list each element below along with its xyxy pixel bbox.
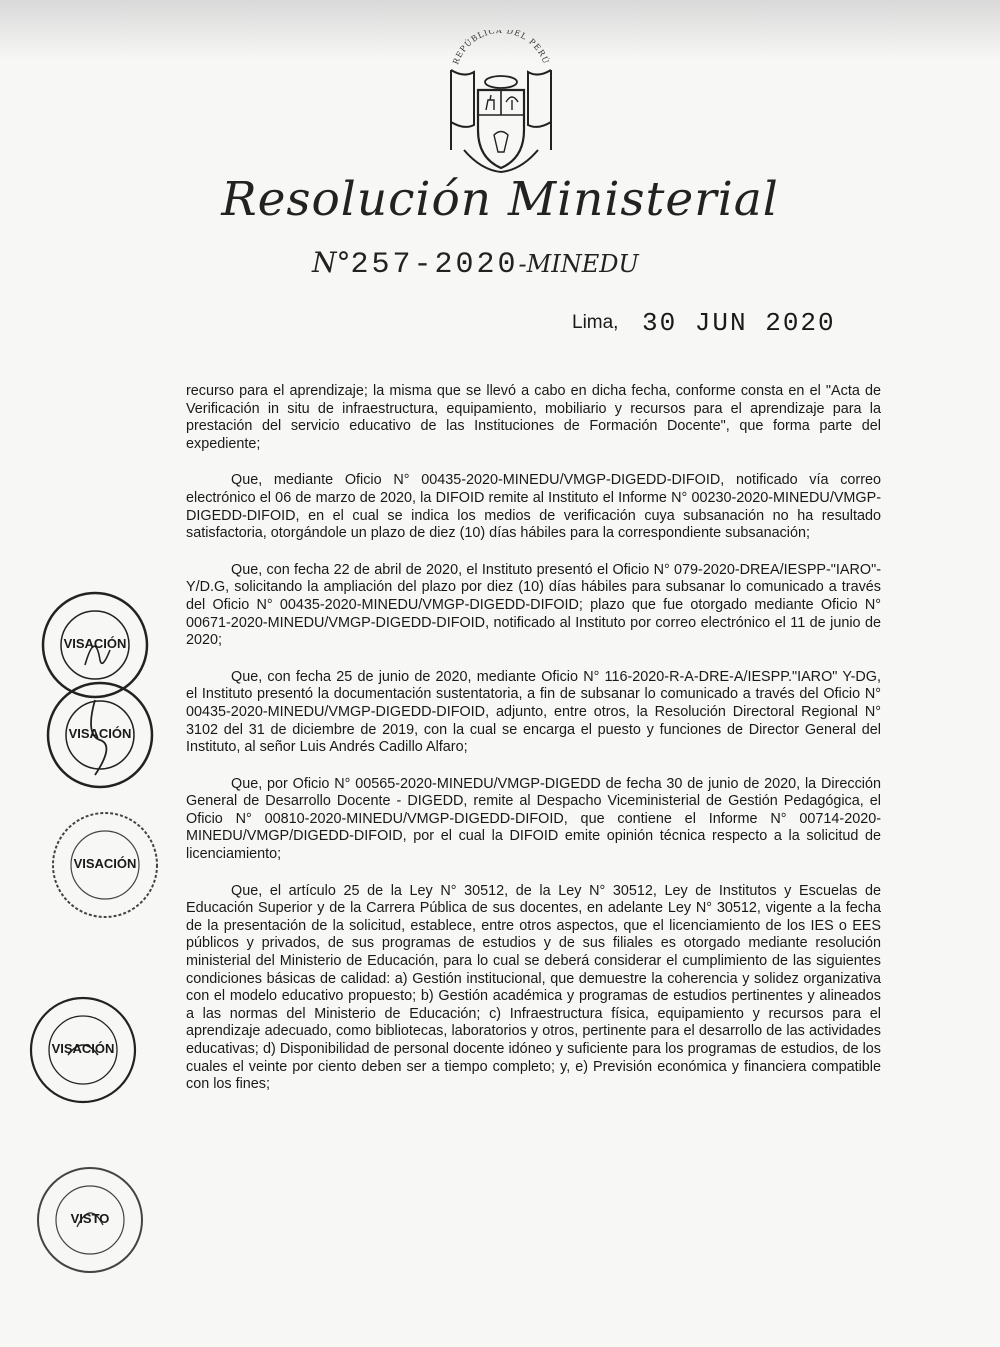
paragraph: Que, con fecha 25 de junio de 2020, mediante Oficio N° 116-2020-R-A-DRE-A/IESPP."IARO" Y-DG, el Instituto presentó la documentación sustentatoria, a fin de subsanar lo comunicado a través del Oficio N° 00435-2020-MINEDU/VMGP-DIGEDD-DIFOID, adjunto, entre otros, la Resolución Directoral Regional N° 3102 del 31 de diciembre de 2019, con la cual se encarga el puesto y funciones de Director General del Instituto, al señor Luis Andrés Cadillo Alfaro; [186,668,881,756]
paragraph: Que, por Oficio N° 00565-2020-MINEDU/VMGP-DIGEDD de fecha 30 de junio de 2020, la Dirección General de Desarrollo Docente - DIGEDD, remite al Despacho Viceministerial de Gestión Pedagógica, el Oficio N° 00810-2020-MINEDU/VMGP-DIGEDD-DIFOID, que contiene el Informe N° 00714-2020-MINEDU/VMGP/DIGEDD-DIFOID, por el cual la DIFOID emite opinión técnica respecto a la solicitud de licenciamiento; [186,775,881,863]
number-prefix: N° [312,246,351,279]
paragraph: Que, con fecha 22 de abril de 2020, el Instituto presentó el Oficio N° 079-2020-DREA/IESPP-"IARO"-Y/D.G, solicitando la ampliación del plazo por diez (10) días hábiles para subsanar lo comunicado a través del Oficio N° 00435-2020-MINEDU/VMGP-DIGEDD-DIFOID; plazo que fue otorgado mediante Oficio N° 00671-2020-MINEDU/VMGP-DIGEDD-DIFOID, notificado al Instituto por correo electrónico el 11 de junio de 2020; [186,561,881,649]
date-stamp: 30 JUN 2020 [642,308,836,338]
paragraph: recurso para el aprendizaje; la misma que se llevó a cabo en dicha fecha, conforme consta en el "Acta de Verificación in situ de infraestructura, equipamiento, mobiliario y recursos para el aprendizaje para la prestación del servicio educativo de las Instituciones de Formación Docente", que forma parte del expediente; [186,383,881,452]
visacion-stamp [28,995,138,1105]
paragraph: Que, el artículo 25 de la Ley N° 30512, de la Ley N° 30512, Ley de Institutos y Escuelas de Educación Superior y de la Carrera Pública de sus docentes, en adelante Ley N° 30512, vigente a la fecha de la presentación de la solicitud, establece, entre otros aspectos, que el licenciamiento de los IES o EES públicos y privados, de sus programas de estudios y de sus filiales es otorgado mediante resolución ministerial del Ministerio de Educación, para lo cual se deberá considerar el cumplimiento de las siguientes condiciones básicas de calidad: a) Gestión institucional, que demuestre la coherencia y solidez organizativa con el modelo educativo propuesto; b) Gestión académica y programas de estudios pertinentes y alineados a las normas del Ministerio de Educación; c) Infraestructura física, equipamiento y recursos para el aprendizaje adecuado, como bibliotecas, laboratorios y otros, pertinente para el desarrollo de las actividades educativas; d) Disponibilidad de personal docente idóneo y suficiente para los programas de estudios, de los cuales el veinte por ciento deben ser a tiempo completo; y, e) Previsión económica y financiera compatible con los fines; [186,882,881,1093]
visacion-stamp [45,680,155,790]
visacion-stamp [50,810,160,920]
svg-text:REPÚBLICA DEL PERÚ [451,30,550,66]
visto-stamp [35,1165,145,1275]
stamp-center-text: VISTO [70,1211,110,1226]
stamp-center-text: VISACIÓN [63,636,127,651]
stamp-center-text: VISACIÓN [68,726,132,741]
paragraph: Que, mediante Oficio N° 00435-2020-MINEDU/VMGP-DIGEDD-DIFOID, notificado vía correo electrónico el 06 de marzo de 2020, la DIFOID remite al Instituto el Informe N° 00230-2020-MINEDU/VMGP-DIGEDD-DIFOID, en el cual se indica los medios de verificación cuya subsanación no ha resultado satisfactoria, otorgándole un plazo de diez (10) días hábiles para la correspondiente subsanación; [186,472,881,542]
number-suffix: -MINEDU [518,250,639,278]
stamp-center-text: VISACIÓN [51,1041,115,1056]
stamp-center-text: VISACIÓN [73,856,137,871]
seal-inscription: REPÚBLICA DEL PERÚ [451,30,551,66]
resolution-title: Resolución Ministerial [221,172,779,227]
document-body [186,383,881,1113]
place: Lima, [572,312,619,333]
resolution-number [312,246,639,282]
coat-of-arms-seal [436,30,566,180]
number-value: 257-2020 [350,248,519,282]
